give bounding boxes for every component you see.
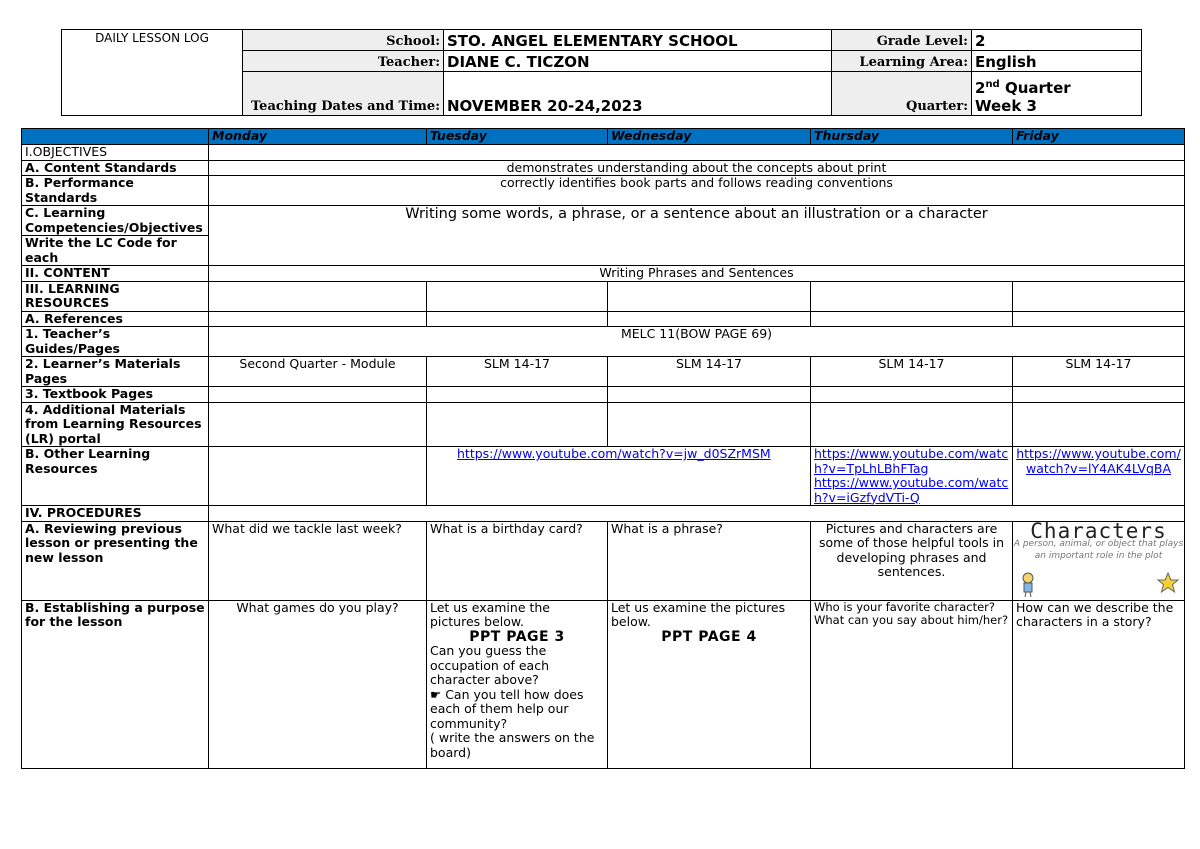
content-label: II. CONTENT [22, 266, 209, 282]
reviewing-wednesday: What is a phrase? [608, 521, 811, 600]
quarter-label: Quarter: [832, 72, 972, 116]
teachers-guides-label: 1. Teacher’s Guides/Pages [22, 327, 209, 357]
school-value: STO. ANGEL ELEMENTARY SCHOOL [444, 30, 832, 51]
objectives-label: I.OBJECTIVES [22, 145, 209, 161]
teacher-label: Teacher: [243, 51, 444, 72]
establishing-monday: What games do you play? [209, 600, 427, 768]
corner-cell [22, 129, 209, 145]
reviewing-label: A. Reviewing previous lesson or presenting the new lesson [22, 521, 209, 600]
day-header-row [22, 129, 1185, 145]
day-tuesday: Tuesday [427, 129, 608, 145]
content-value: Writing Phrases and Sentences [209, 266, 1185, 282]
learners-materials-label: 2. Learner’s Materials Pages [22, 357, 209, 387]
learners-materials-thursday: SLM 14-17 [811, 357, 1013, 387]
hand-icon: ☛ [430, 686, 446, 702]
additional-materials-row [22, 402, 1185, 447]
reviewing-tuesday: What is a birthday card? [427, 521, 608, 600]
tuesday-video-link[interactable]: https://www.youtube.com/watch?v=jw_d0SZrMSM [457, 446, 771, 461]
day-friday: Friday [1013, 129, 1185, 145]
performance-standards-row [22, 176, 1185, 206]
learners-materials-friday: SLM 14-17 [1013, 357, 1185, 387]
performance-standards-label: B. Performance Standards [22, 176, 209, 206]
learners-materials-tuesday: SLM 14-17 [427, 357, 608, 387]
references-label: A. References [22, 311, 209, 327]
teachers-guides-row [22, 327, 1185, 357]
lc-code-label: Write the LC Code for each [22, 236, 209, 266]
learners-materials-row [22, 357, 1185, 387]
textbook-pages-label: 3. Textbook Pages [22, 387, 209, 403]
other-resources-row [22, 447, 1185, 506]
wednesday-intro: Let us examine the pictures below. [611, 600, 786, 629]
friday-video-link[interactable]: https://www.youtube.com/watch?v=lY4AK4LVqBA [1016, 446, 1181, 476]
content-standards-value: demonstrates understanding about the concepts about print [209, 160, 1185, 176]
other-resources-label: B. Other Learning Resources [22, 447, 209, 506]
area-value: English [972, 51, 1142, 72]
teacher-value: DIANE C. TICZON [444, 51, 832, 72]
header-table [61, 29, 1142, 116]
thursday-video-link-2[interactable]: https://www.youtube.com/watch?v=iGzfydVTi-Q [814, 475, 1009, 505]
quarter-value: 2nd Quarter Week 3 [972, 72, 1142, 116]
content-row [22, 266, 1185, 282]
learning-resources-row [22, 281, 1185, 311]
references-row [22, 311, 1185, 327]
objectives-row [22, 145, 1185, 161]
tuesday-question-2: Can you tell how does each of them help our community? [430, 686, 584, 731]
establishing-thursday: Who is your favorite character? What can you say about him/her? [811, 600, 1013, 768]
area-label: Learning Area: [832, 51, 972, 72]
procedures-row [22, 506, 1185, 522]
tuesday-intro: Let us examine the pictures below. [430, 600, 550, 629]
learners-materials-monday: Second Quarter - Module [209, 357, 427, 387]
establishing-tuesday [427, 600, 608, 768]
school-label: School: [243, 30, 444, 51]
grade-value: 2 [972, 30, 1142, 51]
dll-title: DAILY LESSON LOG [62, 30, 243, 116]
competencies-label: C. Learning Competencies/Objectives [22, 206, 209, 236]
dates-label: Teaching Dates and Time: [243, 72, 444, 116]
day-thursday: Thursday [811, 129, 1013, 145]
competencies-row [22, 206, 1185, 236]
reviewing-monday: What did we tackle last week? [209, 521, 427, 600]
grade-label: Grade Level: [832, 30, 972, 51]
additional-materials-label: 4. Additional Materials from Learning Resources (LR) portal [22, 402, 209, 447]
performance-standards-value: correctly identifies book parts and follows reading conventions [209, 176, 1185, 206]
reviewing-row [22, 521, 1185, 600]
content-standards-label: A. Content Standards [22, 160, 209, 176]
teachers-guides-value: MELC 11(BOW PAGE 69) [209, 327, 1185, 357]
tuesday-ppt: PPT PAGE 3 [469, 628, 565, 645]
establishing-wednesday [608, 600, 811, 768]
tuesday-note: ( write the answers on the board) [430, 730, 595, 760]
lesson-table [21, 128, 1185, 769]
characters-title: Characters [1030, 521, 1167, 543]
content-standards-row [22, 160, 1185, 176]
establishing-row [22, 600, 1185, 768]
thursday-video-link-1[interactable]: https://www.youtube.com/watch?v=TpLhLBhFTag [814, 446, 1009, 476]
establishing-friday: How can we describe the characters in a story? [1013, 600, 1185, 768]
characters-definition: A person, animal, or object that plays an important role in the plot [1013, 539, 1184, 561]
wednesday-ppt: PPT PAGE 4 [661, 628, 757, 645]
dates-value: NOVEMBER 20-24,2023 [444, 72, 832, 116]
textbook-pages-row [22, 387, 1185, 403]
reviewing-thursday: Pictures and characters are some of those helpful tools in developing phrases and sentences. [811, 521, 1013, 600]
characters-card [1013, 521, 1185, 600]
competencies-value: Writing some words, a phrase, or a sentence about an illustration or a character [209, 206, 1185, 266]
procedures-label: IV. PROCEDURES [22, 506, 209, 522]
star-character-icon [1157, 572, 1179, 594]
tuesday-question-1: Can you guess the occupation of each character above? [430, 643, 549, 687]
establishing-label: B. Establishing a purpose for the lesson [22, 600, 209, 768]
day-wednesday: Wednesday [608, 129, 811, 145]
learners-materials-wednesday: SLM 14-17 [608, 357, 811, 387]
kid-figure-icon [1019, 572, 1037, 598]
day-monday: Monday [209, 129, 427, 145]
learning-resources-label: III. LEARNING RESOURCES [22, 281, 209, 311]
